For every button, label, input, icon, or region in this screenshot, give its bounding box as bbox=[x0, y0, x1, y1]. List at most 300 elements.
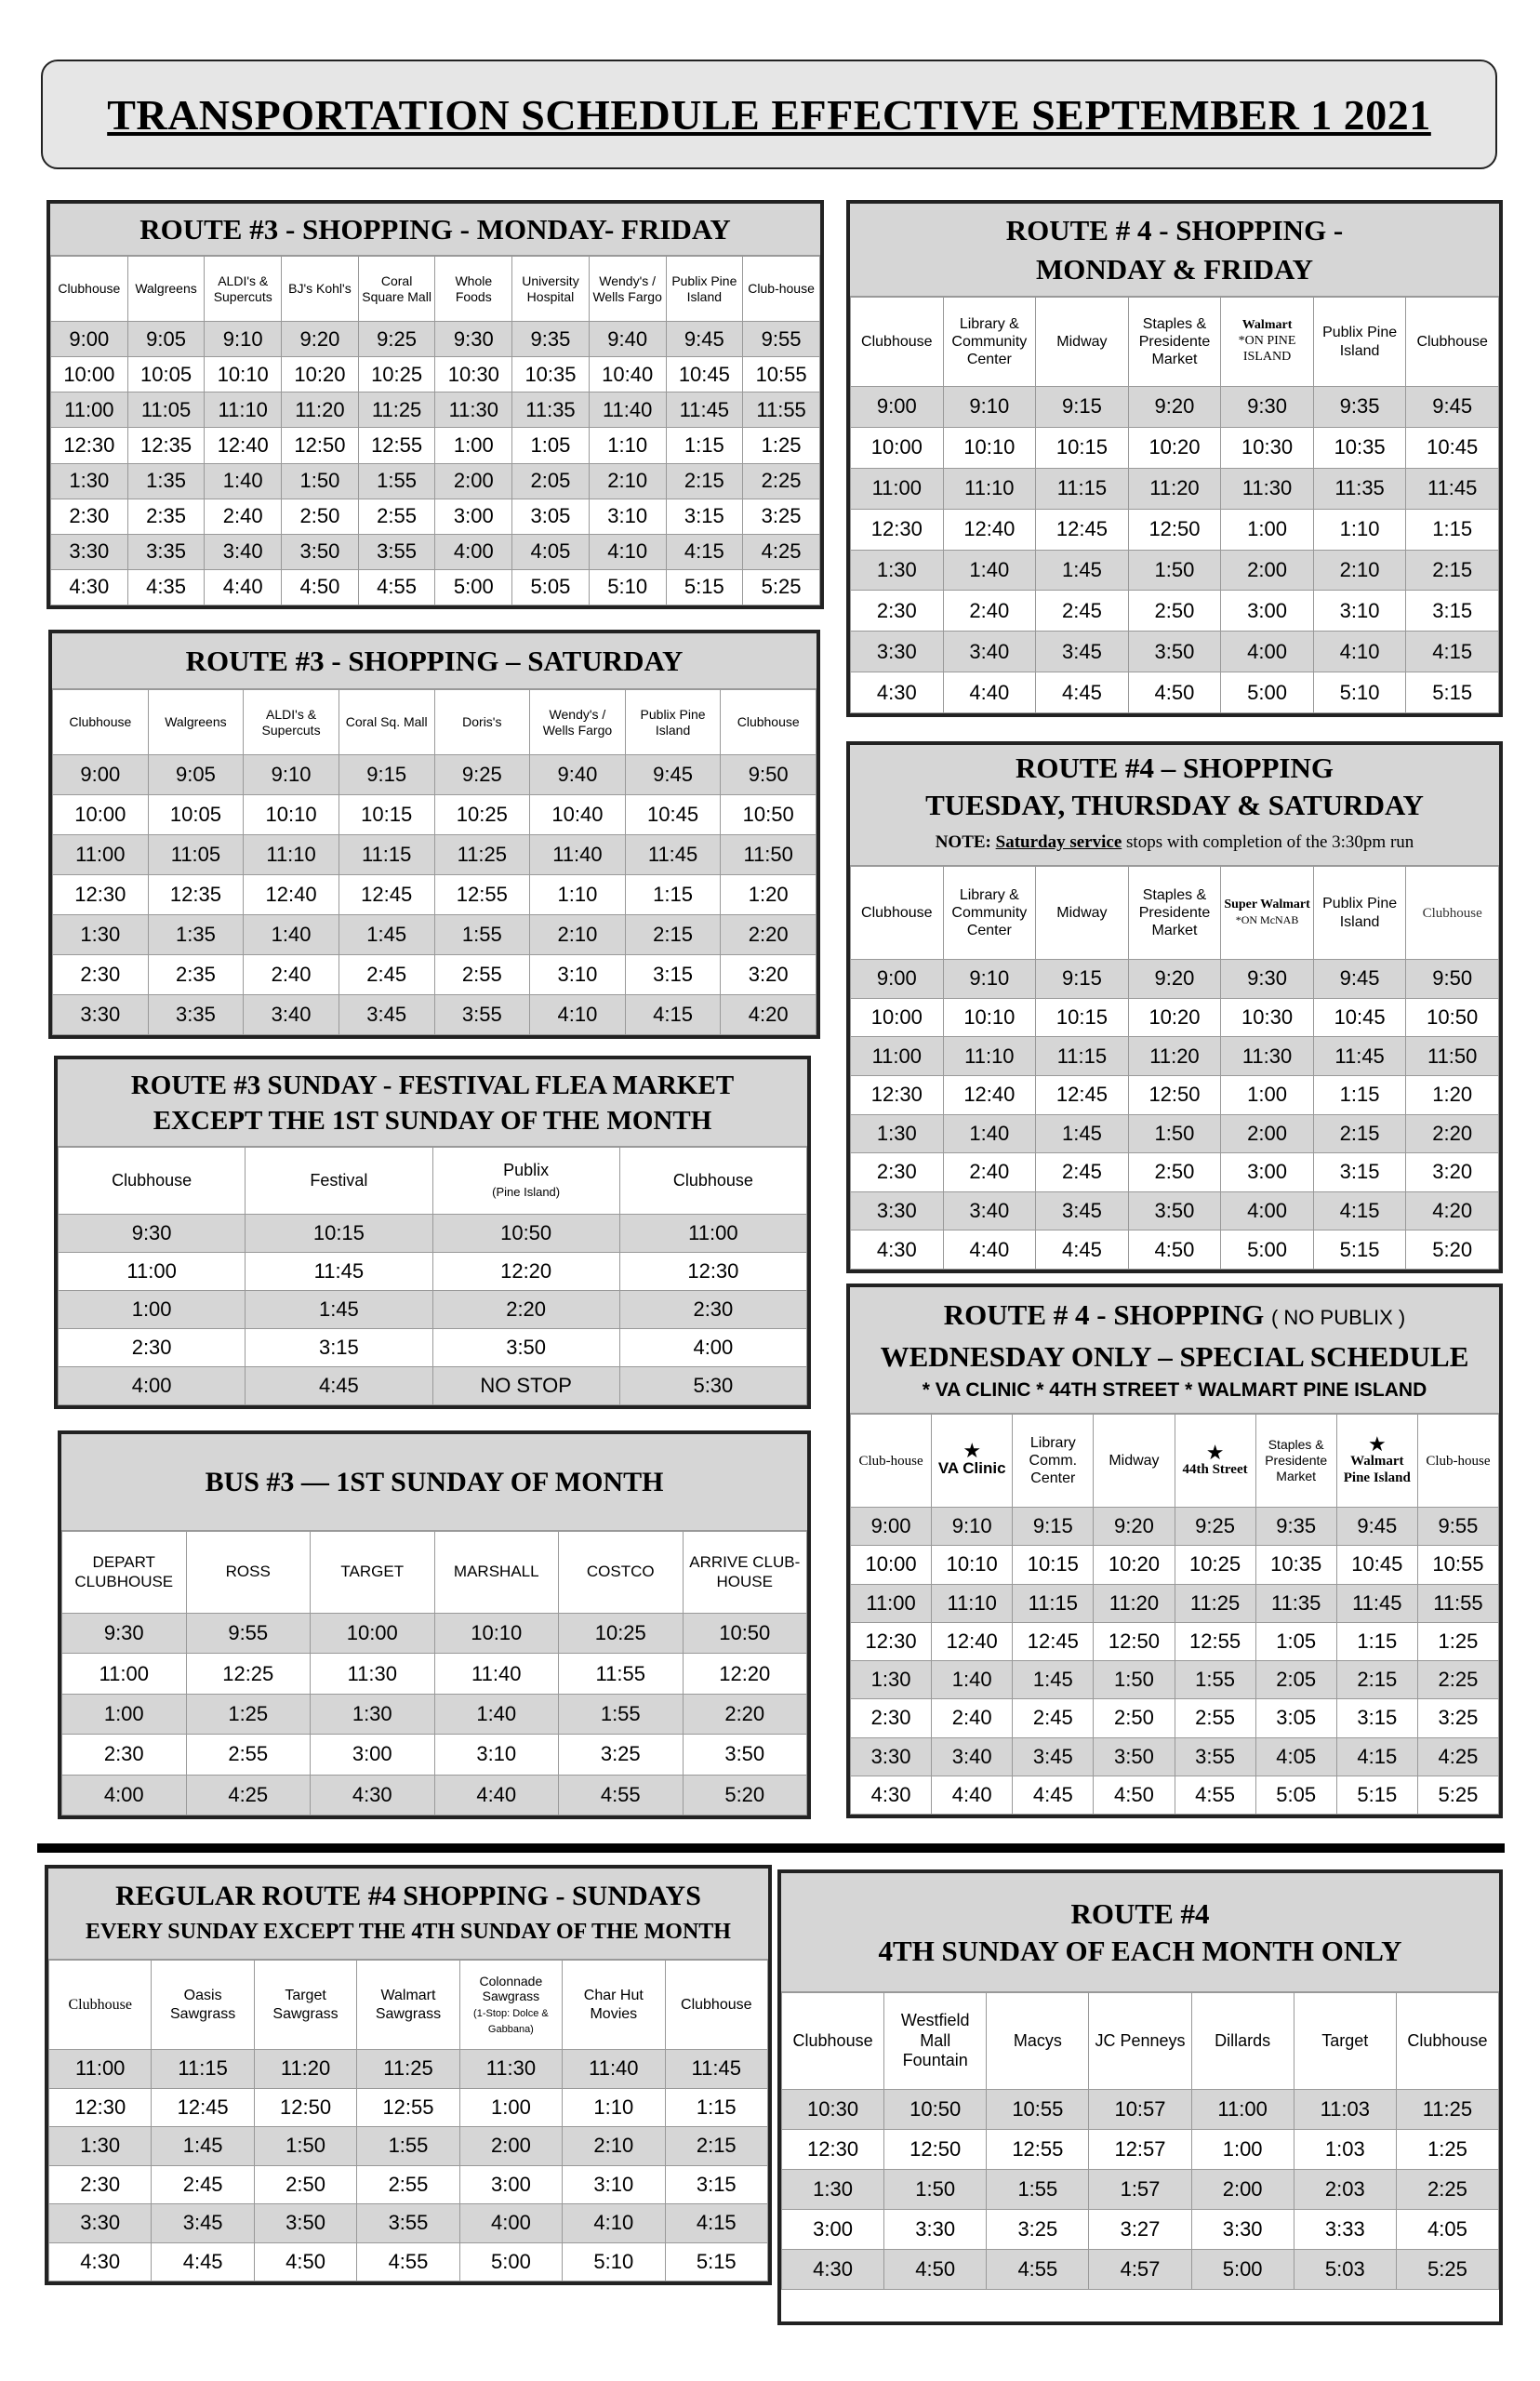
time-cell: 12:30 bbox=[619, 1253, 806, 1291]
time-cell: 9:30 bbox=[435, 322, 512, 357]
time-cell: 3:33 bbox=[1294, 2210, 1396, 2250]
time-cell: 1:00 bbox=[59, 1291, 246, 1329]
time-cell: 10:50 bbox=[432, 1215, 619, 1253]
time-cell: 9:30 bbox=[59, 1215, 246, 1253]
time-cell: 10:40 bbox=[589, 357, 666, 392]
time-cell: 3:30 bbox=[53, 995, 149, 1035]
time-cell: 2:55 bbox=[358, 499, 435, 534]
table-row bbox=[59, 1291, 807, 1329]
time-cell: 9:20 bbox=[1094, 1508, 1175, 1546]
time-cell: 3:30 bbox=[851, 632, 944, 672]
time-cell: 1:00 bbox=[435, 428, 512, 463]
time-cell: 10:45 bbox=[1336, 1546, 1417, 1584]
note-saturday-service: Saturday service bbox=[995, 831, 1122, 852]
time-cell: 11:25 bbox=[434, 835, 530, 875]
time-cell: 12:57 bbox=[1089, 2130, 1191, 2170]
col-header: University Hospital bbox=[512, 257, 590, 322]
44th-street-label: 44th Street bbox=[1182, 1461, 1248, 1477]
time-cell: 4:00 bbox=[1221, 632, 1314, 672]
time-cell: 10:55 bbox=[1417, 1546, 1498, 1584]
time-cell: 3:10 bbox=[434, 1735, 559, 1775]
time-cell: 10:00 bbox=[851, 427, 944, 468]
time-cell: 11:05 bbox=[148, 835, 244, 875]
col-header: Clubhouse bbox=[53, 690, 149, 755]
time-cell: 1:25 bbox=[1417, 1622, 1498, 1660]
time-cell: 4:00 bbox=[1221, 1191, 1314, 1230]
time-cell: 9:15 bbox=[339, 755, 434, 795]
time-cell: 2:15 bbox=[1313, 1114, 1406, 1153]
time-cell: 9:15 bbox=[1036, 960, 1129, 999]
time-cell: 10:10 bbox=[205, 357, 282, 392]
time-cell: 1:57 bbox=[1089, 2170, 1191, 2210]
time-cell: 10:20 bbox=[1128, 427, 1221, 468]
time-cell: 3:00 bbox=[435, 499, 512, 534]
time-cell: 4:15 bbox=[1406, 632, 1499, 672]
time-cell: 10:40 bbox=[530, 795, 626, 835]
time-cell: 1:30 bbox=[782, 2170, 884, 2210]
time-cell: 12:45 bbox=[1036, 509, 1129, 550]
time-cell: 4:00 bbox=[435, 534, 512, 569]
time-cell: 2:45 bbox=[1036, 591, 1129, 632]
time-cell: 5:25 bbox=[743, 569, 820, 605]
time-cell: 11:25 bbox=[1396, 2090, 1498, 2130]
time-cell: 10:30 bbox=[1221, 998, 1314, 1037]
time-cell: 1:55 bbox=[357, 2127, 459, 2166]
bus3-panel bbox=[58, 1430, 811, 1819]
route4-fourth-title-line2: 4TH SUNDAY OF EACH MONTH ONLY bbox=[878, 1934, 1402, 1967]
time-cell: 1:50 bbox=[1128, 1114, 1221, 1153]
time-cell: 3:10 bbox=[563, 2165, 665, 2204]
time-cell: 10:20 bbox=[1094, 1546, 1175, 1584]
time-cell: 11:45 bbox=[625, 835, 721, 875]
time-cell: 1:40 bbox=[434, 1694, 559, 1734]
table-row bbox=[49, 2242, 768, 2281]
time-cell: 1:40 bbox=[943, 1114, 1036, 1153]
time-cell: 10:10 bbox=[943, 998, 1036, 1037]
col-header: Festival bbox=[246, 1148, 432, 1215]
table-row bbox=[851, 1776, 1499, 1814]
time-cell: 9:25 bbox=[434, 755, 530, 795]
time-cell: 11:05 bbox=[127, 392, 205, 428]
time-cell: 2:30 bbox=[851, 1699, 932, 1737]
time-cell: 5:10 bbox=[589, 569, 666, 605]
time-cell: 12:35 bbox=[127, 428, 205, 463]
time-cell: 3:25 bbox=[743, 499, 820, 534]
time-cell: 4:50 bbox=[282, 569, 359, 605]
route4-sunday-panel bbox=[45, 1865, 772, 2285]
time-cell: 2:03 bbox=[1294, 2170, 1396, 2210]
time-cell: 4:10 bbox=[563, 2204, 665, 2243]
time-cell: 9:35 bbox=[1313, 387, 1406, 428]
time-cell: 4:15 bbox=[625, 995, 721, 1035]
time-cell: 11:00 bbox=[851, 1037, 944, 1076]
time-cell: 2:30 bbox=[62, 1735, 187, 1775]
time-cell: 12:20 bbox=[432, 1253, 619, 1291]
col-header: Publix Pine Island bbox=[1313, 867, 1406, 960]
time-cell: 4:00 bbox=[59, 1367, 246, 1405]
time-cell: 4:15 bbox=[1336, 1737, 1417, 1776]
route4-fourth-title-line1: ROUTE #4 bbox=[1070, 1896, 1210, 1930]
time-cell: 4:40 bbox=[932, 1776, 1013, 1814]
time-cell: 3:15 bbox=[625, 955, 721, 995]
time-cell: 11:45 bbox=[246, 1253, 432, 1291]
time-cell: 11:20 bbox=[282, 392, 359, 428]
time-cell: 9:00 bbox=[851, 1508, 932, 1546]
time-cell: 4:57 bbox=[1089, 2250, 1191, 2290]
time-cell: 4:50 bbox=[1094, 1776, 1175, 1814]
time-cell: 1:55 bbox=[1175, 1661, 1255, 1699]
route4-fourth-table bbox=[781, 1992, 1499, 2290]
time-cell: 4:35 bbox=[127, 569, 205, 605]
time-cell: 11:10 bbox=[205, 392, 282, 428]
time-cell: 2:30 bbox=[49, 2165, 152, 2204]
route4-tts-table bbox=[850, 866, 1499, 1270]
page-title: TRANSPORTATION SCHEDULE EFFECTIVE SEPTEMBER 1 2021 bbox=[107, 90, 1431, 139]
time-cell: 4:25 bbox=[743, 534, 820, 569]
col-header: BJ's Kohl's bbox=[282, 257, 359, 322]
time-cell: 1:40 bbox=[943, 550, 1036, 591]
time-cell: 11:00 bbox=[53, 835, 149, 875]
time-cell: 3:10 bbox=[530, 955, 626, 995]
time-cell: 12:40 bbox=[244, 875, 339, 915]
time-cell: 12:30 bbox=[851, 1075, 944, 1114]
time-cell: 1:45 bbox=[1013, 1661, 1094, 1699]
time-cell: 4:05 bbox=[1255, 1737, 1336, 1776]
col-header: Clubhouse bbox=[49, 1961, 152, 2050]
time-cell: 10:35 bbox=[1313, 427, 1406, 468]
time-cell: 2:45 bbox=[1013, 1699, 1094, 1737]
time-cell: 1:25 bbox=[186, 1694, 311, 1734]
table-row bbox=[53, 835, 816, 875]
time-cell: 2:30 bbox=[851, 591, 944, 632]
time-cell: 11:15 bbox=[1013, 1584, 1094, 1622]
time-cell: 4:15 bbox=[1313, 1191, 1406, 1230]
time-cell: 5:00 bbox=[459, 2242, 562, 2281]
table-row bbox=[53, 755, 816, 795]
time-cell: 3:50 bbox=[432, 1329, 619, 1367]
time-cell: 9:30 bbox=[1221, 387, 1314, 428]
route4-wed-title-line3: * VA CLINIC * 44TH STREET * WALMART PINE ISLAND bbox=[922, 1379, 1427, 1401]
time-cell: 9:45 bbox=[666, 322, 743, 357]
time-cell: 2:20 bbox=[721, 915, 816, 955]
col-header: MARSHALL bbox=[434, 1532, 559, 1614]
time-cell: 3:45 bbox=[152, 2204, 254, 2243]
time-cell: 2:30 bbox=[53, 955, 149, 995]
time-cell: 2:15 bbox=[665, 2127, 767, 2166]
time-cell: 5:15 bbox=[1406, 672, 1499, 713]
table-row bbox=[851, 387, 1499, 428]
table-row bbox=[51, 569, 820, 605]
time-cell: 11:15 bbox=[339, 835, 434, 875]
table-row bbox=[851, 1737, 1499, 1776]
time-cell: 2:55 bbox=[357, 2165, 459, 2204]
time-cell: 4:50 bbox=[884, 2250, 987, 2290]
time-cell: 10:45 bbox=[1406, 427, 1499, 468]
table-row bbox=[59, 1253, 807, 1291]
time-cell: 3:27 bbox=[1089, 2210, 1191, 2250]
time-cell: 10:10 bbox=[244, 795, 339, 835]
col-header: Publix Pine Island bbox=[666, 257, 743, 322]
col-header: Walgreens bbox=[148, 690, 244, 755]
table-row bbox=[49, 2050, 768, 2089]
time-cell: 2:30 bbox=[59, 1329, 246, 1367]
col-header: Char Hut Movies bbox=[563, 1961, 665, 2050]
time-cell: 4:50 bbox=[1128, 1230, 1221, 1270]
time-cell: 11:25 bbox=[358, 392, 435, 428]
table-row bbox=[59, 1367, 807, 1405]
col-header: ALDI's & Supercuts bbox=[205, 257, 282, 322]
time-cell: NO STOP bbox=[432, 1367, 619, 1405]
time-cell: 3:30 bbox=[851, 1737, 932, 1776]
time-cell: 2:40 bbox=[932, 1699, 1013, 1737]
table-row bbox=[51, 499, 820, 534]
time-cell: 2:55 bbox=[434, 955, 530, 995]
table-row bbox=[851, 998, 1499, 1037]
col-header: Clubhouse bbox=[1406, 298, 1499, 387]
time-cell: 1:30 bbox=[851, 550, 944, 591]
time-cell: 10:05 bbox=[127, 357, 205, 392]
time-cell: 11:10 bbox=[244, 835, 339, 875]
table-row bbox=[782, 2170, 1499, 2210]
time-cell: 9:45 bbox=[625, 755, 721, 795]
time-cell: 12:40 bbox=[943, 1075, 1036, 1114]
time-cell: 10:25 bbox=[434, 795, 530, 835]
route4-wed-title-line2: WEDNESDAY ONLY – SPECIAL SCHEDULE bbox=[880, 1340, 1469, 1373]
table-row bbox=[782, 2090, 1499, 2130]
time-cell: 3:05 bbox=[1255, 1699, 1336, 1737]
table-row bbox=[59, 1215, 807, 1253]
time-cell: 1:30 bbox=[851, 1661, 932, 1699]
time-cell: 1:03 bbox=[1294, 2130, 1396, 2170]
time-cell: 4:40 bbox=[943, 1230, 1036, 1270]
time-cell: 3:50 bbox=[1128, 632, 1221, 672]
time-cell: 11:50 bbox=[1406, 1037, 1499, 1076]
super-walmart-sub-label: *ON McNAB bbox=[1235, 912, 1299, 926]
time-cell: 9:20 bbox=[282, 322, 359, 357]
time-cell: 3:15 bbox=[665, 2165, 767, 2204]
time-cell: 11:00 bbox=[851, 1584, 932, 1622]
col-header: Staples & Presidente Market bbox=[1128, 867, 1221, 960]
time-cell: 3:50 bbox=[282, 534, 359, 569]
col-header bbox=[1336, 1415, 1417, 1508]
time-cell: 12:55 bbox=[987, 2130, 1089, 2170]
route4-wed-title-main: ROUTE # 4 - SHOPPING bbox=[943, 1298, 1265, 1331]
time-cell: 4:45 bbox=[1036, 1230, 1129, 1270]
col-header: TARGET bbox=[311, 1532, 435, 1614]
time-cell: 11:15 bbox=[152, 2050, 254, 2089]
time-cell: 1:50 bbox=[282, 463, 359, 499]
time-cell: 11:40 bbox=[434, 1654, 559, 1694]
star-icon: ★ bbox=[1367, 1431, 1387, 1456]
time-cell: 11:00 bbox=[49, 2050, 152, 2089]
time-cell: 3:30 bbox=[51, 534, 128, 569]
time-cell: 9:55 bbox=[186, 1614, 311, 1654]
time-cell: 4:45 bbox=[1013, 1776, 1094, 1814]
time-cell: 2:45 bbox=[339, 955, 434, 995]
time-cell: 12:50 bbox=[1128, 1075, 1221, 1114]
time-cell: 1:30 bbox=[311, 1694, 435, 1734]
time-cell: 11:40 bbox=[589, 392, 666, 428]
time-cell: 12:30 bbox=[51, 428, 128, 463]
time-cell: 2:10 bbox=[563, 2127, 665, 2166]
time-cell: 3:25 bbox=[1417, 1699, 1498, 1737]
time-cell: 2:00 bbox=[459, 2127, 562, 2166]
time-cell: 3:15 bbox=[1336, 1699, 1417, 1737]
time-cell: 11:20 bbox=[1128, 1037, 1221, 1076]
table-row bbox=[782, 2250, 1499, 2290]
time-cell: 2:55 bbox=[186, 1735, 311, 1775]
time-cell: 4:30 bbox=[851, 672, 944, 713]
route4-tts-title-line1: ROUTE #4 – SHOPPING bbox=[1016, 751, 1334, 784]
time-cell: 2:15 bbox=[666, 463, 743, 499]
time-cell: 3:30 bbox=[884, 2210, 987, 2250]
time-cell: 2:40 bbox=[943, 591, 1036, 632]
time-cell: 10:25 bbox=[559, 1614, 684, 1654]
table-row bbox=[782, 2130, 1499, 2170]
time-cell: 9:20 bbox=[1128, 387, 1221, 428]
col-header: Library Comm. Center bbox=[1013, 1415, 1094, 1508]
time-cell: 11:35 bbox=[512, 392, 590, 428]
time-cell: 2:30 bbox=[619, 1291, 806, 1329]
table-row bbox=[53, 915, 816, 955]
time-cell: 12:35 bbox=[148, 875, 244, 915]
time-cell: 12:50 bbox=[884, 2130, 987, 2170]
col-header: Walmart Sawgrass bbox=[357, 1961, 459, 2050]
table-row bbox=[851, 960, 1499, 999]
time-cell: 3:40 bbox=[932, 1737, 1013, 1776]
time-cell: 5:05 bbox=[1255, 1776, 1336, 1814]
time-cell: 10:55 bbox=[987, 2090, 1089, 2130]
col-header: Library & Community Center bbox=[943, 298, 1036, 387]
route3-sunday-table bbox=[58, 1147, 807, 1405]
time-cell: 4:50 bbox=[254, 2242, 356, 2281]
time-cell: 2:05 bbox=[1255, 1661, 1336, 1699]
table-row bbox=[62, 1735, 807, 1775]
time-cell: 10:15 bbox=[1036, 998, 1129, 1037]
time-cell: 9:25 bbox=[1175, 1508, 1255, 1546]
route3-weekday-title: ROUTE #3 - SHOPPING - MONDAY- FRIDAY bbox=[50, 204, 820, 256]
col-header: Whole Foods bbox=[435, 257, 512, 322]
time-cell: 2:05 bbox=[512, 463, 590, 499]
route4-sunday-table bbox=[48, 1960, 768, 2281]
time-cell: 5:00 bbox=[1191, 2250, 1294, 2290]
time-cell: 3:55 bbox=[357, 2204, 459, 2243]
table-row bbox=[851, 1661, 1499, 1699]
col-header: Clubhouse bbox=[851, 298, 944, 387]
time-cell: 1:40 bbox=[244, 915, 339, 955]
time-cell: 1:40 bbox=[932, 1661, 1013, 1699]
route3-weekday-panel bbox=[46, 200, 824, 609]
time-cell: 2:10 bbox=[589, 463, 666, 499]
time-cell: 10:00 bbox=[851, 1546, 932, 1584]
time-cell: 2:35 bbox=[148, 955, 244, 995]
time-cell: 1:30 bbox=[851, 1114, 944, 1153]
col-header: COSTCO bbox=[559, 1532, 684, 1614]
time-cell: 12:30 bbox=[782, 2130, 884, 2170]
time-cell: 12:55 bbox=[434, 875, 530, 915]
col-header: Clubhouse bbox=[51, 257, 128, 322]
time-cell: 11:30 bbox=[459, 2050, 562, 2089]
time-cell: 2:40 bbox=[205, 499, 282, 534]
time-cell: 2:45 bbox=[152, 2165, 254, 2204]
col-header: Macys bbox=[987, 1993, 1089, 2090]
table-row bbox=[851, 1622, 1499, 1660]
time-cell: 4:45 bbox=[1036, 672, 1129, 713]
super-walmart-label: Super Walmart bbox=[1224, 897, 1310, 911]
time-cell: 11:15 bbox=[1036, 1037, 1129, 1076]
col-header: Doris's bbox=[434, 690, 530, 755]
time-cell: 3:50 bbox=[683, 1735, 807, 1775]
time-cell: 10:25 bbox=[1175, 1546, 1255, 1584]
route4-wed-title-line1 bbox=[850, 1296, 1499, 1337]
route4-sunday-title-line2: EVERY SUNDAY EXCEPT THE 4TH SUNDAY OF THE MONTH bbox=[86, 1919, 731, 1944]
time-cell: 4:10 bbox=[589, 534, 666, 569]
time-cell: 2:25 bbox=[1396, 2170, 1498, 2210]
time-cell: 1:20 bbox=[721, 875, 816, 915]
time-cell: 10:10 bbox=[932, 1546, 1013, 1584]
time-cell: 4:55 bbox=[559, 1775, 684, 1815]
col-header: Wendy's / Wells Fargo bbox=[530, 690, 626, 755]
col-header: Club-house bbox=[743, 257, 820, 322]
time-cell: 10:30 bbox=[782, 2090, 884, 2130]
time-cell: 1:00 bbox=[1221, 1075, 1314, 1114]
time-cell: 9:20 bbox=[1128, 960, 1221, 999]
time-cell: 3:20 bbox=[1406, 1153, 1499, 1192]
time-cell: 4:00 bbox=[619, 1329, 806, 1367]
time-cell: 9:35 bbox=[1255, 1508, 1336, 1546]
time-cell: 11:20 bbox=[1128, 468, 1221, 509]
table-row bbox=[851, 468, 1499, 509]
route4-wednesday-panel bbox=[846, 1284, 1503, 1818]
time-cell: 4:30 bbox=[851, 1230, 944, 1270]
table-row bbox=[851, 1508, 1499, 1546]
time-cell: 3:50 bbox=[1128, 1191, 1221, 1230]
time-cell: 10:25 bbox=[358, 357, 435, 392]
time-cell: 9:50 bbox=[721, 755, 816, 795]
title-box bbox=[41, 60, 1497, 169]
time-cell: 1:20 bbox=[1406, 1075, 1499, 1114]
time-cell: 12:30 bbox=[53, 875, 149, 915]
col-header: Staples & Presidente Market bbox=[1128, 298, 1221, 387]
table-row bbox=[851, 509, 1499, 550]
route3-saturday-panel bbox=[48, 630, 820, 1039]
time-cell: 9:35 bbox=[512, 322, 590, 357]
time-cell: 9:10 bbox=[943, 387, 1036, 428]
time-cell: 1:25 bbox=[743, 428, 820, 463]
time-cell: 4:50 bbox=[1128, 672, 1221, 713]
time-cell: 3:15 bbox=[246, 1329, 432, 1367]
route4-monfri-title-line2: MONDAY & FRIDAY bbox=[1036, 252, 1313, 286]
time-cell: 2:50 bbox=[1094, 1699, 1175, 1737]
divider bbox=[37, 1843, 1505, 1853]
table-row bbox=[851, 427, 1499, 468]
route3-weekday-table bbox=[50, 256, 820, 605]
table-row bbox=[851, 1546, 1499, 1584]
time-cell: 3:25 bbox=[559, 1735, 684, 1775]
time-cell: 3:10 bbox=[589, 499, 666, 534]
walmart-label: Walmart bbox=[1241, 318, 1293, 333]
time-cell: 2:15 bbox=[1336, 1661, 1417, 1699]
time-cell: 3:50 bbox=[1094, 1737, 1175, 1776]
table-row bbox=[851, 1230, 1499, 1270]
table-row bbox=[62, 1654, 807, 1694]
time-cell: 12:55 bbox=[358, 428, 435, 463]
route4-monfri-panel bbox=[846, 200, 1503, 717]
col-header: Coral Square Mall bbox=[358, 257, 435, 322]
time-cell: 11:00 bbox=[1191, 2090, 1294, 2130]
time-cell: 10:30 bbox=[435, 357, 512, 392]
col-header: ALDI's & Supercuts bbox=[244, 690, 339, 755]
